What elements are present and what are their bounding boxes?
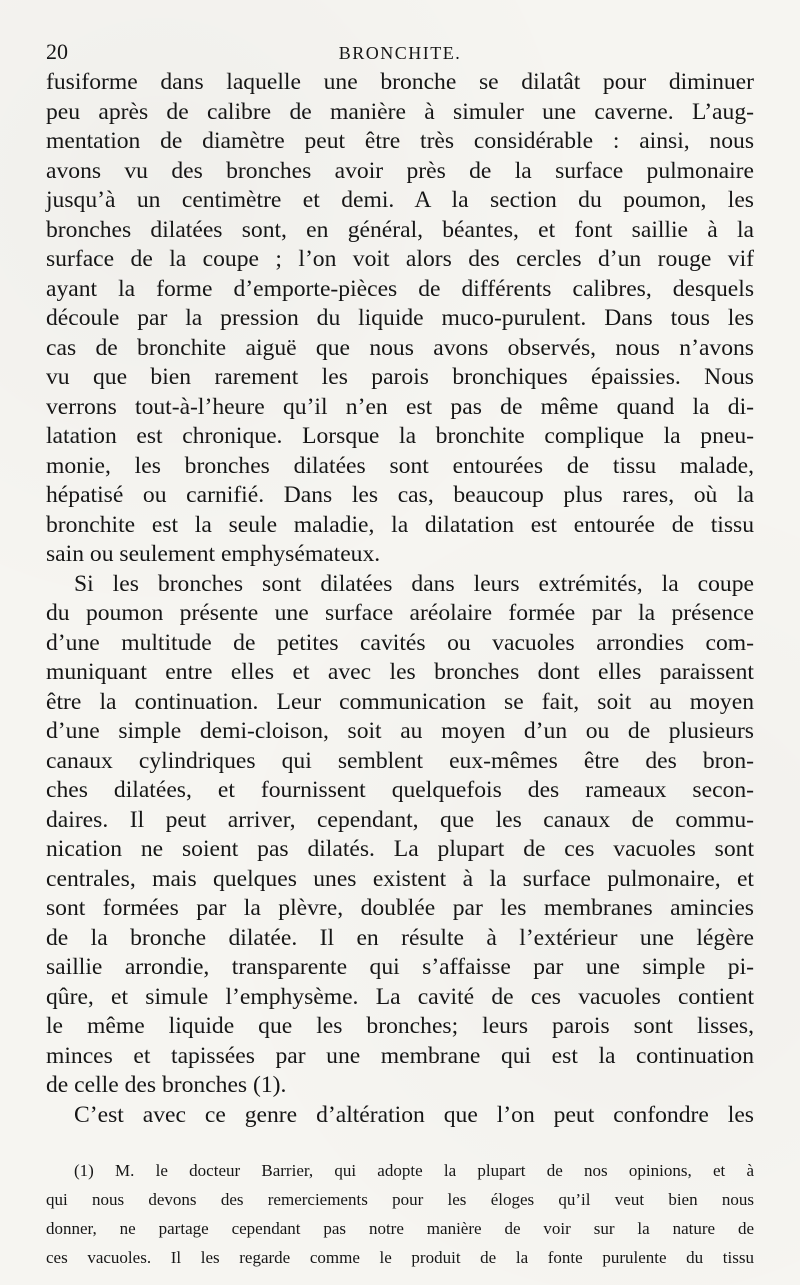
text-line: daires. Il peut arriver, cependant, que les canaux de commu- — [46, 806, 754, 833]
text-line: bronchite est la seule maladie, la dilatation est entourée de tissu — [46, 511, 754, 538]
running-title: BRONCHITE. — [338, 43, 462, 63]
text-line: fusiforme dans laquelle une bronche se dilatât pour diminuer — [46, 69, 754, 95]
body-text — [46, 68, 754, 1130]
text-line: du poumon présente une surface aréolaire formée par la présence — [46, 600, 754, 626]
text-line: d’une simple demi-cloison, soit au moyen d’un ou de plusieurs — [46, 718, 754, 744]
text-line: centrales, mais quelques unes existent à la surface pulmonaire, et — [46, 865, 754, 892]
text-line: jusqu’à un centimètre et demi. A la section du poumon, les — [46, 187, 754, 213]
text-line: C’est avec ce genre d’altération que l’on peut confondre les — [74, 1101, 754, 1128]
text-line: découle par la pression du liquide muco-purulent. Dans tous les — [46, 305, 754, 331]
text-line: le même liquide que les bronches; leurs parois sont lisses, — [46, 1013, 754, 1039]
text-line: sont formées par la plèvre, doublée par les membranes amincies — [46, 895, 754, 921]
text-line: sain ou seulement emphysémateux. — [46, 541, 381, 567]
text-line: ches dilatées, et fournissent quelquefois des rameaux secon- — [46, 777, 754, 803]
text-line: saillie arrondie, transparente qui s’affaisse par une simple pi- — [46, 954, 754, 980]
text-line: Si les bronches sont dilatées dans leurs extrémités, la coupe — [74, 570, 754, 597]
text-line: peu après de calibre de manière à simuler une caverne. L’aug- — [46, 98, 754, 125]
footnote-line: ces vacuoles. Il les regarde comme le produit de la fonte purulente du tissu — [46, 1248, 754, 1267]
text-line: mentation de diamètre peut être très considérable : ainsi, nous — [46, 128, 754, 154]
text-line: d’une multitude de petites cavités ou vacuoles arrondies com- — [46, 629, 754, 656]
footnote-line: donner, ne partage cependant pas notre manière de voir sur la nature de — [46, 1219, 754, 1238]
text-line: de celle des bronches (1). — [46, 1072, 287, 1098]
text-line: de la bronche dilatée. Il en résulte à l’extérieur une légère — [46, 924, 754, 951]
paragraph-1 — [46, 68, 754, 570]
text-line: qûre, et simule l’emphysème. La cavité de ces vacuoles contient — [46, 983, 754, 1010]
text-line: canaux cylindriques qui semblent eux-mêmes être des bron- — [46, 747, 754, 774]
page-number: 20 — [46, 39, 68, 64]
text-line: vu que bien rarement les parois bronchiques épaissies. Nous — [46, 364, 754, 390]
text-line: cas de bronchite aiguë que nous avons observés, nous n’avons — [46, 334, 754, 361]
text-line: ayant la forme d’emporte-pièces de différents calibres, desquels — [46, 275, 754, 302]
footnote — [46, 1156, 754, 1272]
text-line: surface de la coupe ; l’on voit alors des cercles d’un rouge vif — [46, 246, 754, 272]
text-line: latation est chronique. Lorsque la bronchite complique la pneu- — [46, 423, 754, 449]
text-line: verrons tout-à-l’heure qu’il n’en est pas de même quand la di- — [46, 393, 754, 420]
text-line: muniquant entre elles et avec les bronches dont elles paraissent — [46, 659, 754, 685]
running-head — [46, 38, 754, 66]
footnote-line: qui nous devons des remerciements pour les éloges qu’il veut bien nous — [46, 1190, 754, 1209]
paragraph-3 — [46, 1101, 754, 1131]
paragraph-2 — [46, 570, 754, 1101]
text-line: bronches dilatées sont, en général, béantes, et font saillie à la — [46, 216, 754, 243]
text-line: minces et tapissées par une membrane qui est la continuation — [46, 1042, 754, 1069]
text-line: monie, les bronches dilatées sont entourées de tissu malade, — [46, 452, 754, 479]
text-line: avons vu des bronches avoir près de la surface pulmonaire — [46, 157, 754, 184]
footnote-line: (1) M. le docteur Barrier, qui adopte la plupart de nos opinions, et à — [74, 1161, 754, 1180]
text-line: hépatisé ou carnifié. Dans les cas, beaucoup plus rares, où la — [46, 482, 754, 508]
text-line: nication ne soient pas dilatés. La plupart de ces vacuoles sont — [46, 836, 754, 862]
text-line: être la continuation. Leur communication se fait, soit au moyen — [46, 688, 754, 715]
